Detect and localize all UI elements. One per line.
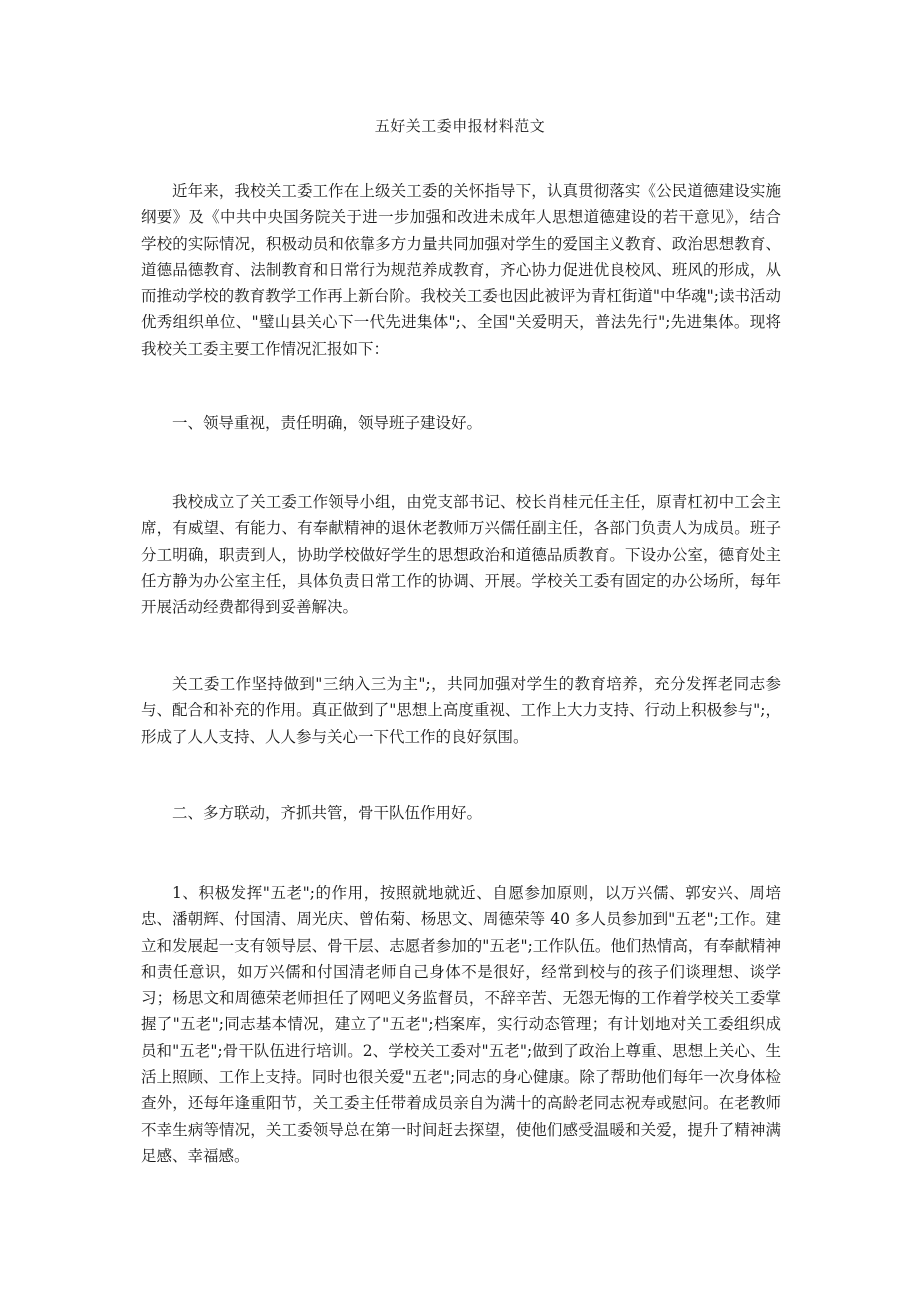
section-1-paragraph-2: 关工委工作坚持做到"三纳入三为主";，共同加强对学生的教育培养，充分发挥老同志参与、配合和补充的作用。真正做到了"思想上高度重视、工作上大力支持、行动上积极参与";，形成了人人支持、人人参与关心一下代工作的良好氛围。: [141, 675, 781, 746]
document-title: 五好关工委申报材料范文: [374, 117, 546, 135]
section-2-heading: 二、多方联动，齐抓共管，骨干队伍作用好。: [172, 804, 483, 822]
section-1-heading: 一、领导重视，责任明确，领导班子建设好。: [172, 414, 483, 432]
section-2-paragraph-1: 1、积极发挥"五老";的作用，按照就地就近、自愿参加原则，以万兴儒、郭安兴、周培忠、潘朝辉、付国清、周光庆、曾佑菊、杨思文、周德荣等 40 多人员参加到"五老";工作。建立和发展起一支有领导层、骨干层、志愿者参加的"五老";工作队伍。他们热情高，有奉献精神和责任意识，如万兴儒和付国清老师自己身体不是很好，经常到校与的孩子们谈理想、谈学习；杨思文和周德荣老师担任了网吧义务监督员，不辞辛苦、无怨无悔的工作着学校关工委掌握了"五老";同志基本情况，建立了"五老";档案库，实行动态管理；有计划地对关工委组织成员和"五老";骨干队伍进行培训。2、学校关工委对"五老";做到了政治上尊重、思想上关心、生活上照顾、工作上支持。同时也很关爱"五老";同志的身心健康。除了帮助他们每年一次身体检查外，还每年逢重阳节，关工委主任带着成员亲自为满十的高龄老同志祝寿或慰问。在老教师不幸生病等情况，关工委领导总在第一时间赶去探望，使他们感受温暖和关爱，提升了精神满足感、幸福感。: [141, 884, 781, 1165]
section-1-paragraph-1: 我校成立了关工委工作领导小组，由党支部书记、校长肖桂元任主任，原青杠初中工会主席，有威望、有能力、有奉献精神的退休老教师万兴儒任副主任，各部门负责人为成员。班子分工明确，职责到人，协助学校做好学生的思想政治和道德品质教育。下设办公室，德育处主任方静为办公室主任，具体负责日常工作的协调、开展。学校关工委有固定的办公场所，每年开展活动经费都得到妥善解决。: [141, 493, 781, 617]
intro-paragraph: 近年来，我校关工委工作在上级关工委的关怀指导下，认真贯彻落实《公民道德建设实施纲要》及《中共中央国务院关于进一步加强和改进未成年人思想道德建设的若干意见》，结合学校的实际情况，积极动员和依靠多方力量共同加强对学生的爱国主义教育、政治思想教育、道德品德教育、法制教育和日常行为规范养成教育，齐心协力促进优良校风、班风的形成，从而推动学校的教育教学工作再上新台阶。我校关工委也因此被评为青杠街道"中华魂";读书活动优秀组织单位、"璧山县关心下一代先进集体";、全国"关爱明天，普法先行";先进集体。现将我校关工委主要工作情况汇报如下：: [141, 182, 781, 358]
